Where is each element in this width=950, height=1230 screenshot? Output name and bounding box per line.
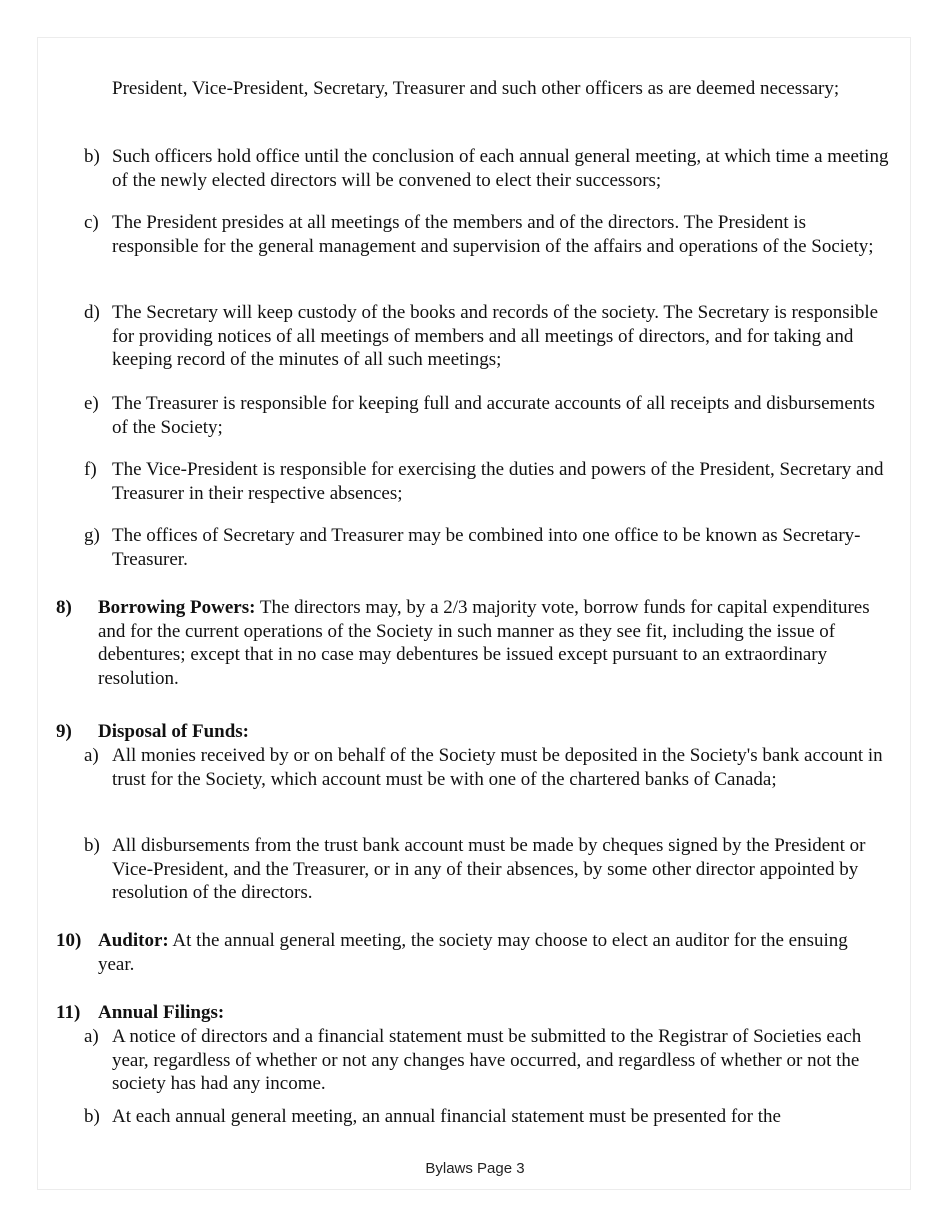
continuation-text: President, Vice-President, Secretary, Treasurer and such other officers as are deemed necessary; (112, 78, 840, 99)
section-number: 9) (56, 721, 72, 742)
section-title: Auditor: (98, 930, 169, 951)
section-number: 8) (56, 597, 72, 618)
section-number: 10) (56, 930, 82, 951)
item-text: The President presides at all meetings of the members and of the directors. The President is responsible for the general management and supervision of the affairs and operations of the Society; (112, 212, 874, 257)
item-letter: c) (84, 212, 99, 233)
section-title: Disposal of Funds: (98, 721, 249, 742)
section-text (98, 596, 886, 690)
item-letter: b) (84, 146, 100, 167)
item-text: All monies received by or on behalf of the Society must be deposited in the Society's bank account in trust for the Society, which account must be with one of the chartered banks of Canada; (112, 745, 883, 790)
item-text: At each annual general meeting, an annual financial statement must be presented for the (112, 1106, 781, 1127)
item-letter: a) (84, 1026, 99, 1047)
item-text: The Secretary will keep custody of the books and records of the society. The Secretary is responsible for providing notices of all meetings of members and all meetings of directors, and for taking and keeping record of the minutes of all such meetings; (112, 302, 879, 370)
item-text: A notice of directors and a financial statement must be submitted to the Registrar of Societies each year, regardless of whether or not any changes have occurred, and regardless of whether or not the society has had any income. (112, 1026, 862, 1094)
section-title: Annual Filings: (98, 1002, 225, 1023)
item-letter: a) (84, 745, 99, 766)
page-footer: Bylaws Page 3 (425, 1160, 525, 1177)
item-text: Such officers hold office until the conclusion of each annual general meeting, at which time a meeting of the newly elected directors will be convened to elect their successors; (112, 146, 889, 191)
item-text: The Treasurer is responsible for keeping full and accurate accounts of all receipts and disbursements of the Society; (112, 393, 875, 438)
section-number: 11) (56, 1002, 81, 1023)
section-text (98, 929, 886, 976)
item-text: All disbursements from the trust bank account must be made by cheques signed by the President or Vice-President, and the Treasurer, or in any of their absences, by some other director appointed by resolution of the directors. (112, 835, 866, 903)
item-text: The Vice-President is responsible for exercising the duties and powers of the President, Secretary and Treasurer in their respective absences; (112, 459, 884, 504)
item-letter: d) (84, 302, 100, 323)
section-body: The directors may, by a 2/3 majority vote, borrow funds for capital expenditures and for the current operations of the Society in such manner as they see fit, including the issue of debentures; except that in no case may debentures be issued except pursuant to an extraordinary resolution. (98, 597, 870, 689)
item-letter: g) (84, 525, 100, 546)
item-letter: b) (84, 1106, 100, 1127)
item-letter: f) (84, 459, 97, 480)
section-body: At the annual general meeting, the society may choose to elect an auditor for the ensuing year. (98, 930, 848, 975)
item-letter: b) (84, 835, 100, 856)
section-title: Borrowing Powers: (98, 597, 256, 618)
item-letter: e) (84, 393, 99, 414)
item-text: The offices of Secretary and Treasurer may be combined into one office to be known as Secretary-Treasurer. (112, 525, 861, 570)
